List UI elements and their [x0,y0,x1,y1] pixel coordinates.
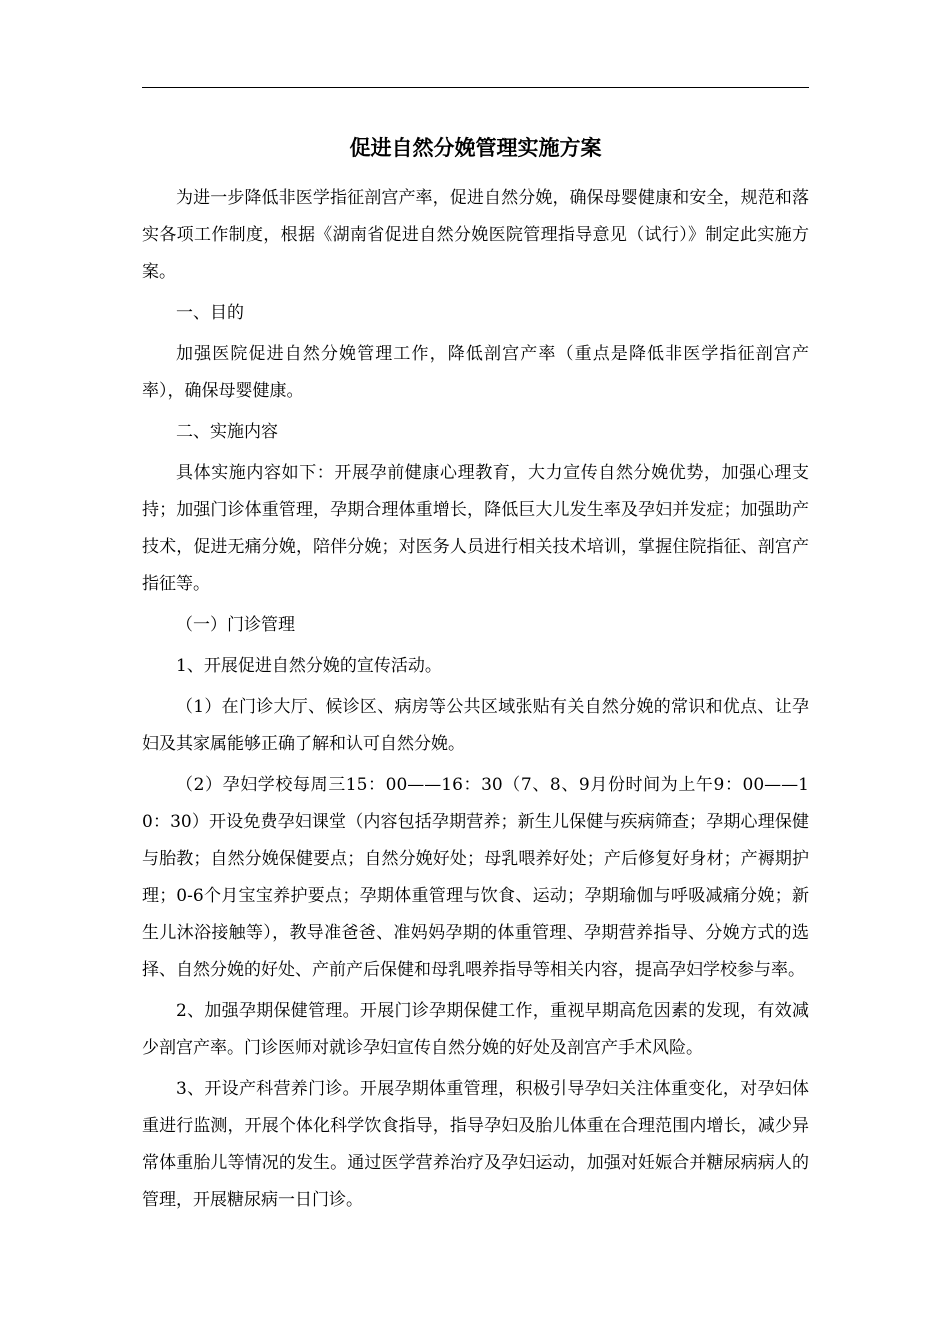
intro-paragraph: 为进一步降低非医学指征剖宫产率，促进自然分娩，确保母婴健康和安全，规范和落实各项工作制度，根据《湖南省促进自然分娩医院管理指导意见（试行）》制定此实施方案。 [142,188,809,282]
content-paragraph: 具体实施内容如下：开展孕前健康心理教育，大力宣传自然分娩优势，加强心理支持；加强门诊体重管理，孕期合理体重增长，降低巨大儿发生率及孕妇并发症；加强助产技术，促进无痛分娩，陪伴分娩；对医务人员进行相关技术培训，掌握住院指征、剖宫产指征等。 [142,463,809,594]
header-rule [142,87,809,88]
item-3-paragraph: 3、开设产科营养门诊。开展孕期体重管理，积极引导孕妇关注体重变化，对孕妇体重进行监测，开展个体化科学饮食指导，指导孕妇及胎儿体重在合理范围内增长，减少异常体重胎儿等情况的发生。通过医学营养治疗及孕妇运动，加强对妊娠合并糖尿病病人的管理，开展糖尿病一日门诊。 [142,1079,809,1210]
section-heading-content: 二、实施内容 [176,422,278,442]
item-1-1-paragraph: （1）在门诊大厅、候诊区、病房等公共区域张贴有关自然分娩的常识和优点、让孕妇及其家属能够正确了解和认可自然分娩。 [142,697,809,754]
document-title: 促进自然分娩管理实施方案 [349,136,602,160]
item-2-paragraph: 2、加强孕期保健管理。开展门诊孕期保健工作，重视早期高危因素的发现，有效减少剖宫产率。门诊医师对就诊孕妇宣传自然分娩的好处及剖宫产手术风险。 [142,1001,809,1058]
section-heading-purpose: 一、目的 [176,303,244,323]
document-body [142,180,809,1223]
subsection-heading-outpatient: （一）门诊管理 [176,615,295,635]
purpose-paragraph: 加强医院促进自然分娩管理工作，降低剖宫产率（重点是降低非医学指征剖宫产率），确保母婴健康。 [142,344,809,401]
item-1-2-paragraph: （2）孕妇学校每周三15：00——16：30（7、8、9月份时间为上午9：00——10：30）开设免费孕妇课堂（内容包括孕期营养；新生儿保健与疾病筛查；孕期心理保健与胎教；自然分娩保健要点；自然分娩好处；母乳喂养好处；产后修复好身材；产褥期护理；0-6个月宝宝养护要点；孕期体重管理与饮食、运动；孕期瑜伽与呼吸减痛分娩；新生儿沐浴接触等），教导准爸爸、准妈妈孕期的体重管理、孕期营养指导、分娩方式的选择、自然分娩的好处、产前产后保健和母乳喂养指导等相关内容，提高孕妇学校参与率。 [142,775,809,980]
item-1-paragraph: 1、开展促进自然分娩的宣传活动。 [176,656,442,676]
